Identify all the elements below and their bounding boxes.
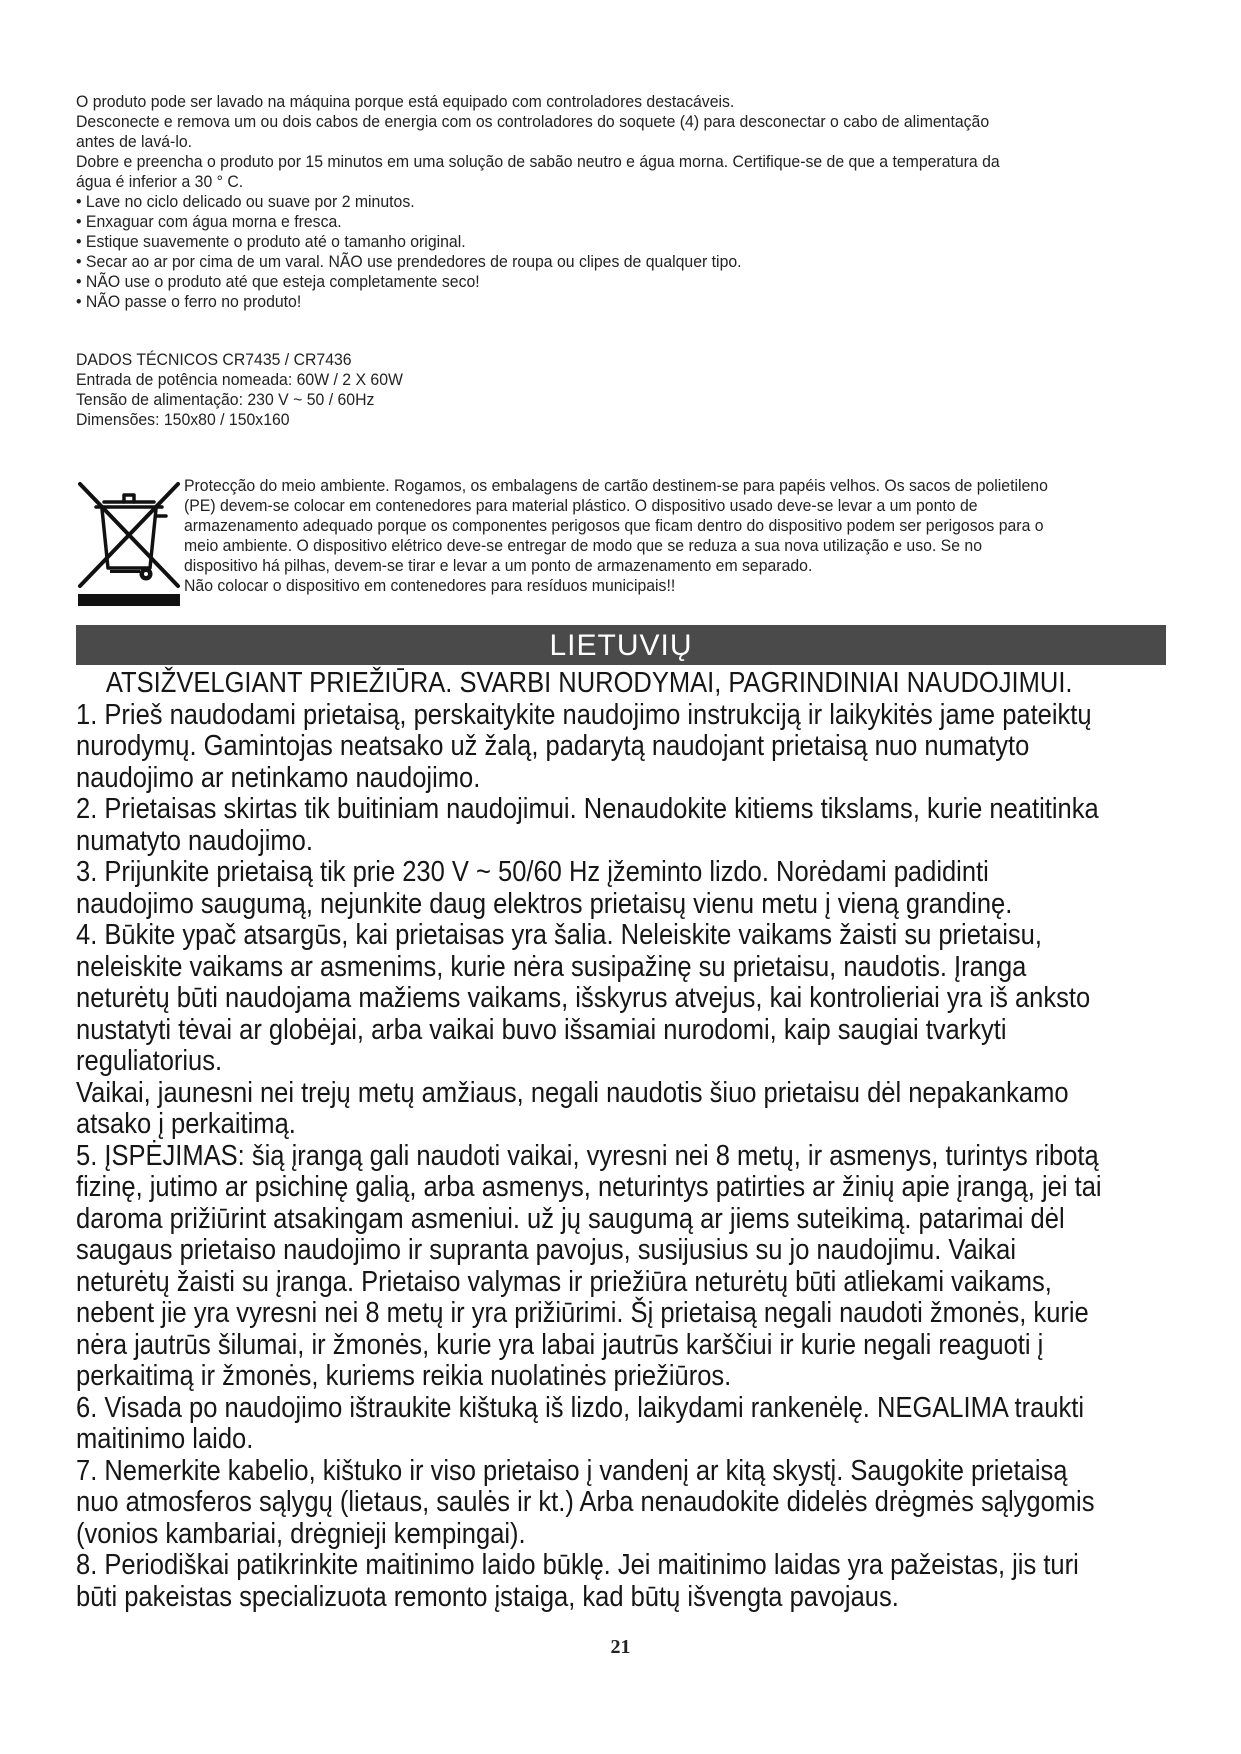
bullet-item: • NÃO use o produto até que esteja completamente seco! — [76, 272, 480, 291]
bullet-item: • Estique suavemente o produto até o tamanho original. — [76, 232, 466, 251]
text-line: 4. Būkite ypač atsargūs, kai prietaisas yra šalia. Neleiskite vaikams žaisti su prietaisu, — [76, 919, 1042, 951]
lithuanian-instructions — [76, 668, 1106, 1613]
tech-line: Tensão de alimentação: 230 V ~ 50 / 60Hz — [76, 390, 375, 409]
tech-title: DADOS TÉCNICOS CR7435 / CR7436 — [76, 350, 352, 369]
crossed-out-wheelie-bin-icon — [76, 476, 182, 608]
text-line: 7. Nemerkite kabelio, kištuko ir viso prietaiso į vandenį ar kitą skystį. Saugokite prietaisą — [76, 1454, 1068, 1487]
text-line: saugaus prietaiso naudojimo ir supranta pavojus, susijusius su jo naudojimu. Vaikai — [76, 1234, 1017, 1266]
language-banner: LIETUVIŲ — [76, 625, 1166, 665]
text-line: 5. ĮSPĖJIMAS: šią įrangą gali naudoti vaikai, vyresni nei 8 metų, ir asmenys, turintys ribotą — [76, 1139, 1099, 1172]
text-line: 6. Visada po naudojimo ištraukite kištuką iš lizdo, laikydami rankenėlę. NEGALIMA traukti — [76, 1391, 1085, 1424]
text-line: (PE) devem-se colocar em contenedores para material plástico. O dispositivo usado deve-se levar a um ponto de — [184, 496, 978, 515]
text-line: neleiskite vaikams ar asmenims, kurie nėra susipažinę su prietaisu, naudotis. Įranga — [76, 950, 1027, 983]
tech-line: Entrada de potência nomeada: 60W / 2 X 60W — [76, 370, 403, 389]
text-line: 3. Prijunkite prietaisą tik prie 230 V ~ 50/60 Hz įžeminto lizdo. Norėdami padidinti — [76, 856, 989, 888]
text-line: neturėtų žaisti su įranga. Prietaiso valymas ir priežiūra neturėtų būti atliekami vaikams, — [76, 1265, 1052, 1298]
text-line: 1. Prieš naudodami prietaisą, perskaitykite naudojimo instrukciją ir laikykitės jame pateiktų — [76, 698, 1092, 731]
environment-notice — [76, 476, 1176, 612]
bullet-item: • Secar ao ar por cima de um varal. NÃO use prendedores de roupa ou clipes de qualquer tipo. — [76, 252, 742, 271]
text-line: nebent jie yra vyresni nei 8 metų ir yra prižiūrimi. Šį prietaisą negali naudoti žmonės, kurie — [76, 1297, 1089, 1329]
text-line: daroma prižiūrint atsakingam asmeniui. už jų saugumą ar jiems suteikimą. patarimai dėl — [76, 1202, 1065, 1235]
technical-data — [76, 350, 1080, 430]
text-line: nustatyti tėvai ar globėjai, arba vaikai buvo išsamiai nurodomi, kaip saugiai tvarkyti — [76, 1013, 1007, 1046]
text-line: nėra jautrūs šilumai, ir žmonės, kurie yra labai jautrūs karščiui ir kurie negali reaguoti į — [76, 1328, 1044, 1361]
page-number: 21 — [610, 1636, 631, 1658]
text-line: reguliatorius. — [76, 1045, 223, 1077]
text-line: dispositivo há pilhas, devem-se tirar e levar a um ponto de armazenamento em separado. — [184, 556, 813, 575]
section-heading: ATSIŽVELGIANT PRIEŽIŪRA. SVARBI NURODYMAI, PAGRINDINIAI NAUDOJIMUI. — [105, 667, 1073, 699]
text-line: maitinimo laido. — [76, 1423, 254, 1455]
text-line: perkaitimą ir žmonės, kuriems reikia nuolatinės priežiūros. — [76, 1360, 732, 1392]
text-line: 2. Prietaisas skirtas tik buitiniam naudojimui. Nenaudokite kitiems tikslams, kurie neatitinka — [76, 793, 1099, 825]
text-line: fizinę, jutimo ar psichinę galią, arba asmenys, neturintys patirties ar žinių apie įrangą, jei tai — [76, 1171, 1102, 1203]
text-line: numatyto naudojimo. — [76, 824, 313, 857]
text-line: Protecção do meio ambiente. Rogamos, os embalagens de cartão destinem-se para papéis velhos. Os sacos de polietileno — [184, 476, 1048, 495]
text-line: atsako į perkaitimą. — [76, 1108, 296, 1140]
bullet-item: • Lave no ciclo delicado ou suave por 2 minutos. — [76, 192, 415, 211]
text-line: antes de lavá-lo. — [76, 132, 193, 151]
text-line: naudojimo ar netinkamo naudojimo. — [76, 761, 481, 794]
environment-text — [184, 476, 1114, 596]
text-line: meio ambiente. O dispositivo elétrico deve-se entregar de modo que se reduza a sua nova utilização e uso. Se no — [184, 536, 982, 555]
text-line: 8. Periodiškai patikrinkite maitinimo laido būklę. Jei maitinimo laidas yra pažeistas, jis turi — [76, 1549, 1079, 1581]
washing-instructions — [76, 92, 1080, 312]
text-line: būti pakeistas specializuota remonto įstaiga, kad būtų išvengta pavojaus. — [76, 1580, 899, 1613]
text-line: Não colocar o dispositivo em contenedores para resíduos municipais!! — [184, 576, 676, 595]
text-line: água é inferior a 30 ° C. — [76, 172, 244, 191]
text-line: nuo atmosferos sąlygų (lietaus, saulės ir kt.) Arba nenaudokite didelės drėgmės sąlygomis — [76, 1486, 1095, 1518]
text-line: nurodymų. Gamintojas neatsako už žalą, padarytą naudojant prietaisą nuo numatyto — [76, 730, 1030, 762]
bullet-item: • Enxaguar com água morna e fresca. — [76, 212, 342, 231]
bullet-item: • NÃO passe o ferro no produto! — [76, 292, 302, 311]
text-line: Vaikai, jaunesni nei trejų metų amžiaus, negali naudotis šiuo prietaisu dėl nepakankamo — [76, 1076, 1069, 1109]
tech-line: Dimensões: 150x80 / 150x160 — [76, 410, 290, 429]
text-line: neturėtų būti naudojama mažiems vaikams, išskyrus atvejus, kai kontrolieriai yra iš anksto — [76, 982, 1091, 1014]
text-line: (vonios kambariai, drėgnieji kempingai). — [76, 1517, 526, 1550]
text-line: O produto pode ser lavado na máquina porque está equipado com controladores destacáveis. — [76, 92, 735, 111]
text-line: naudojimo saugumą, nejunkite daug elektros prietaisų vienu metu į vieną grandinę. — [76, 887, 1013, 920]
text-line: Desconecte e remova um ou dois cabos de energia com os controladores do soquete (4) para desconectar o cabo de alimentação — [76, 112, 990, 131]
text-line: Dobre e preencha o produto por 15 minutos em uma solução de sabão neutro e água morna. Certifique-se de que a temperatura da — [76, 152, 1000, 171]
text-line: armazenamento adequado porque os componentes perigosos que ficam dentro do dispositivo podem ser perigosos para o — [184, 516, 1044, 535]
